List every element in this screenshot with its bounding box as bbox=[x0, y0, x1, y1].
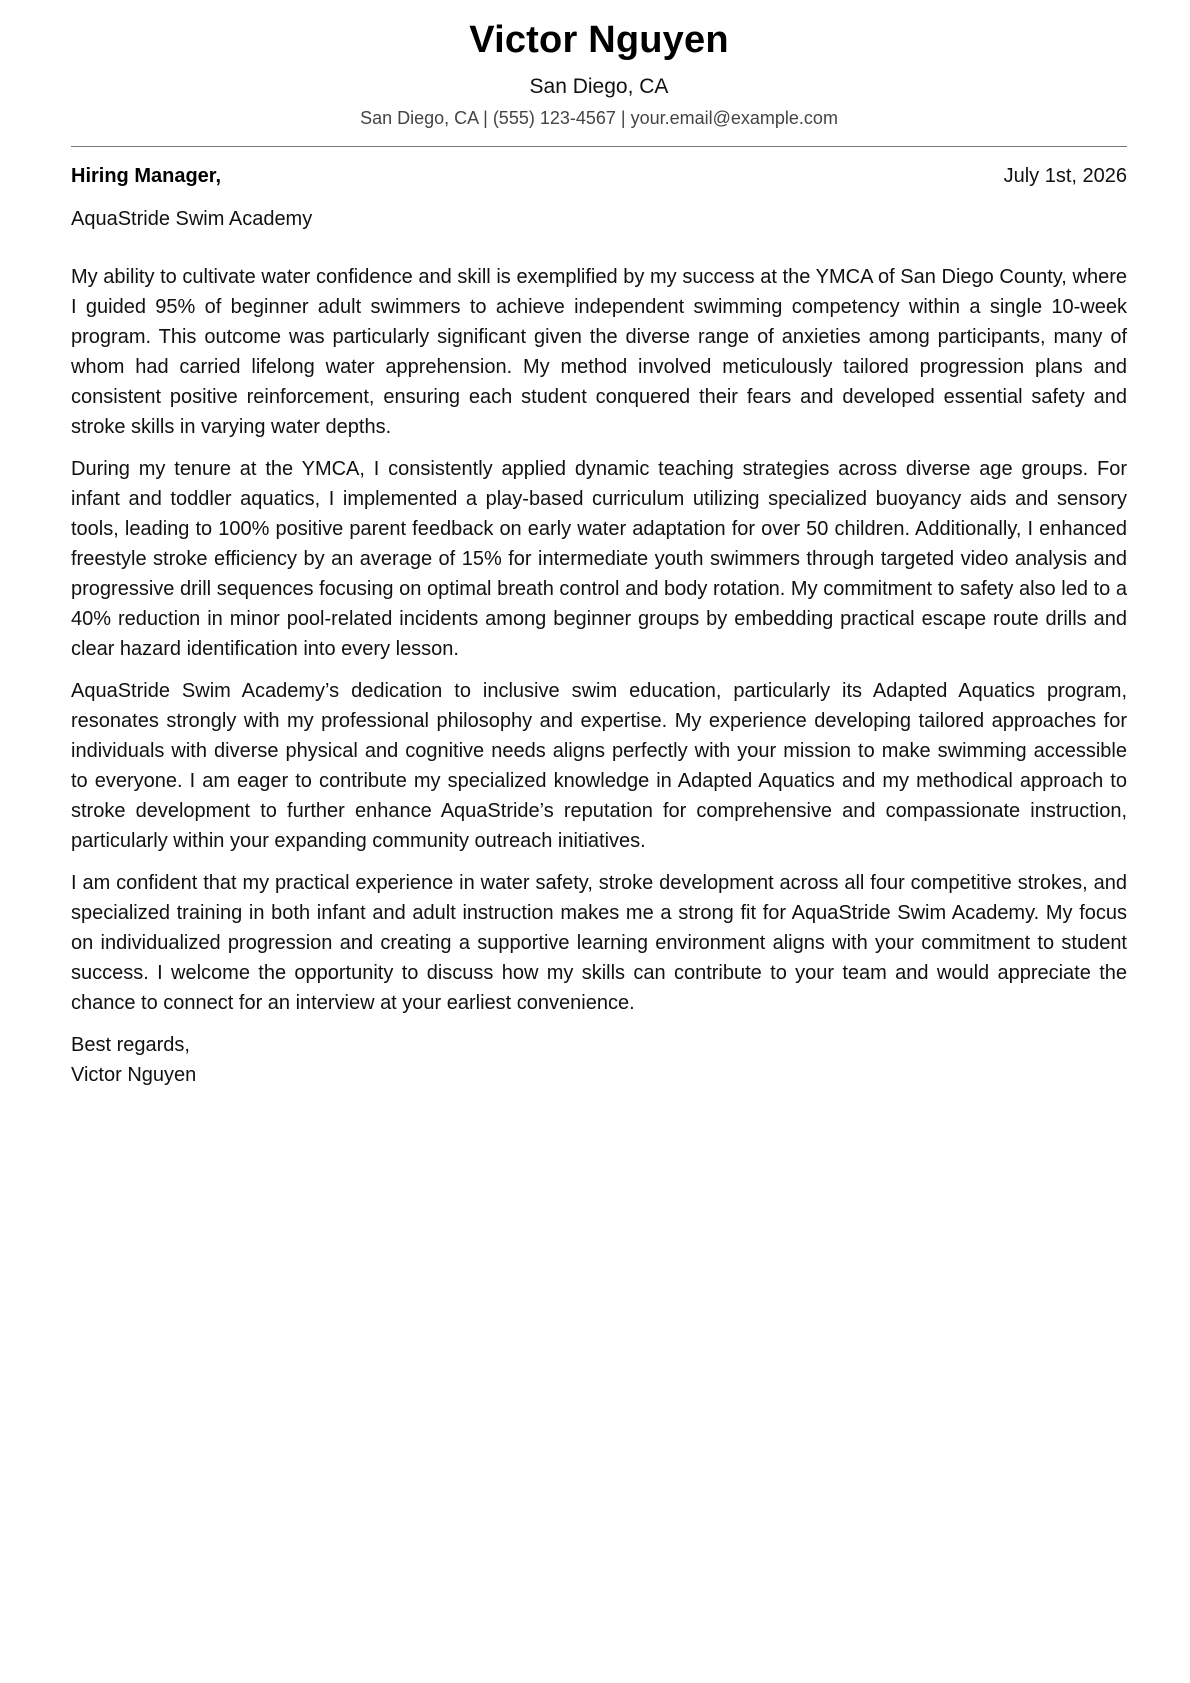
salutation: Hiring Manager, bbox=[71, 165, 222, 187]
cover-letter-page bbox=[71, 0, 1127, 1090]
letter-closing bbox=[71, 1030, 1127, 1090]
closing-phrase: Best regards, bbox=[71, 1034, 190, 1056]
body-paragraph: AquaStride Swim Academy’s dedication to inclusive swim education, particularly its Adapted Aquatics program, resonates strongly with my professional philosophy and expertise. My experience developing tailored approaches for individuals with diverse physical and cognitive needs aligns perfectly with your mission to make swimming accessible to everyone. I am eager to contribute my specialized knowledge in Adapted Aquatics and my methodical approach to stroke development to further enhance AquaStride’s reputation for comprehensive and compassionate instruction, particularly within your expanding community outreach initiatives. bbox=[71, 680, 1127, 852]
body-paragraph: During my tenure at the YMCA, I consistently applied dynamic teaching strategies across diverse age groups. For infant and toddler aquatics, I implemented a play-based curriculum utilizing specialized buoyancy aids and sensory tools, leading to 100% positive parent feedback on early water adaptation for over 50 children. Additionally, I enhanced freestyle stroke efficiency by an average of 15% for intermediate youth swimmers through targeted video analysis and progressive drill sequences focusing on optimal breath control and body rotation. My commitment to safety also led to a 40% reduction in minor pool-related incidents among beginner groups by embedding practical escape route drills and clear hazard identification into every lesson. bbox=[71, 458, 1127, 660]
body-paragraph: My ability to cultivate water confidence and skill is exemplified by my success at the YMCA of San Diego County, where I guided 95% of beginner adult swimmers to achieve independent swimming competency within a single 10-week program. This outcome was particularly significant given the diverse range of anxieties among participants, many of whom had carried lifelong water apprehension. My method involved meticulously tailored progression plans and consistent positive reinforcement, ensuring each student conquered their fears and developed essential safety and stroke skills in varying water depths. bbox=[71, 266, 1127, 438]
letter-body bbox=[71, 262, 1127, 1018]
salutation-row bbox=[71, 163, 1127, 189]
letter-header bbox=[71, 0, 1127, 130]
signature-name: Victor Nguyen bbox=[71, 1064, 197, 1086]
body-paragraph: I am confident that my practical experience in water safety, stroke development across all four competitive strokes, and specialized training in both infant and adult instruction makes me a strong fit for AquaStride Swim Academy. My focus on individualized progression and creating a supportive learning environment aligns with your commitment to student success. I welcome the opportunity to discuss how my skills can contribute to your team and would appreciate the chance to connect for an interview at your earliest convenience. bbox=[71, 872, 1127, 1014]
letter-date: July 1st, 2026 bbox=[1003, 165, 1127, 187]
contact-line: San Diego, CA | (555) 123-4567 | your.email@example.com bbox=[360, 108, 838, 128]
header-divider bbox=[71, 146, 1127, 147]
recipient-company: AquaStride Swim Academy bbox=[71, 208, 313, 230]
applicant-name: Victor Nguyen bbox=[469, 19, 729, 61]
applicant-location: San Diego, CA bbox=[529, 75, 669, 98]
